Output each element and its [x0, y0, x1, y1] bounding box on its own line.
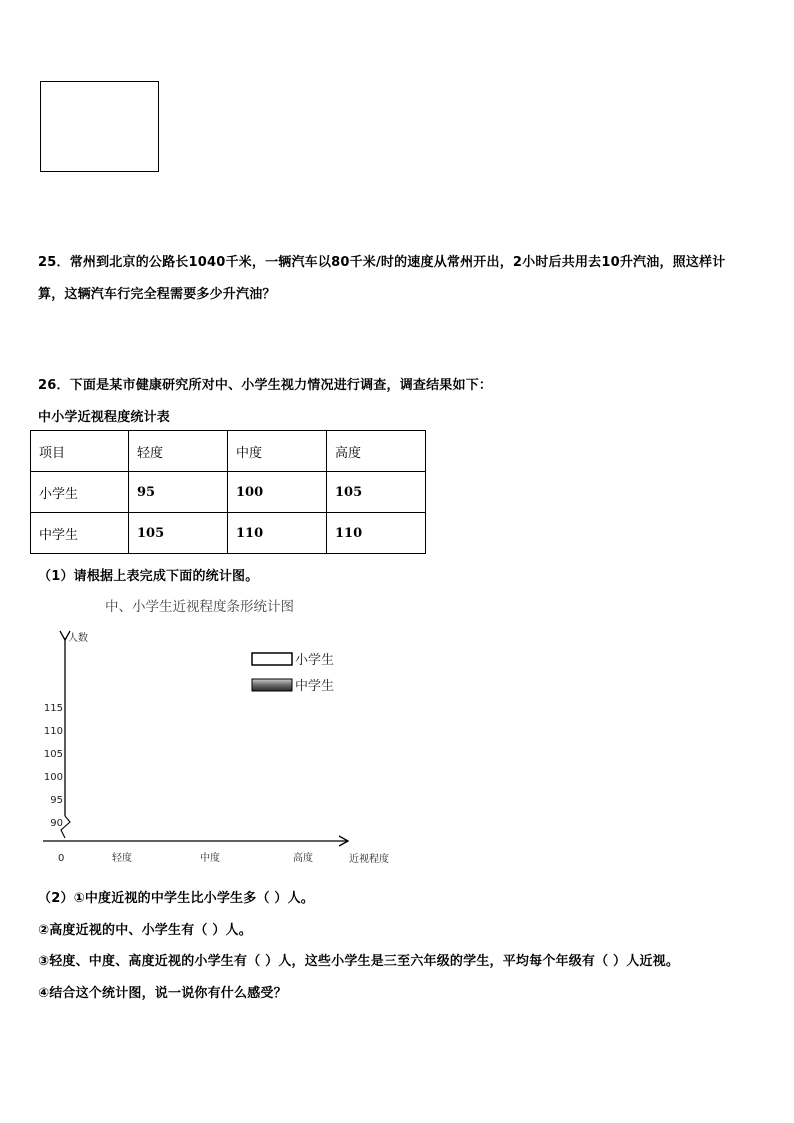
answer-box [40, 81, 159, 172]
row-label-middle: 中学生 [31, 513, 129, 554]
cell-primary-moderate: 100 [228, 472, 327, 513]
cell-middle-severe: 110 [327, 513, 426, 554]
chart-title: 中、小学生近视程度条形统计图 [105, 599, 294, 615]
q26-part1: （1）请根据上表完成下面的统计图。 [38, 569, 259, 584]
bar-chart [30, 590, 410, 875]
q25-line2: 算，这辆汽车行完全程需要多少升汽油？ [38, 287, 276, 302]
x-tick-label: 高度 [293, 853, 313, 864]
y-axis-label: 人数 [68, 633, 88, 644]
legend-swatch-primary [252, 653, 292, 665]
cell-primary-mild: 95 [129, 472, 228, 513]
q26-intro: 26．下面是某市健康研究所对中、小学生视力情况进行调查，调查结果如下： [38, 378, 493, 393]
y-tick-label: 100 [43, 772, 63, 783]
q26-part2-2: ②高度近视的中、小学生有（ ）人。 [38, 923, 252, 938]
table-title: 中小学近视程度统计表 [38, 410, 171, 425]
row-label-primary: 小学生 [31, 472, 129, 513]
table-row [31, 513, 426, 554]
q26-part2-3: ③轻度、中度、高度近视的小学生有（ ）人，这些小学生是三至六年级的学生，平均每个年级有（ ）人近视。 [38, 954, 680, 969]
table-header-row [31, 431, 426, 472]
y-tick-label: 95 [50, 795, 63, 806]
x-axis-label: 近视程度 [349, 854, 389, 865]
myopia-table [30, 430, 426, 554]
q25-line1: 25．常州到北京的公路长1040千米，一辆汽车以80千米/时的速度从常州开出，2小时后共用去10升汽油，照这样计 [38, 255, 726, 270]
legend-label-middle: 中学生 [295, 679, 335, 694]
x-tick-label: 中度 [200, 853, 220, 864]
y-tick-label: 110 [43, 726, 63, 737]
cell-middle-mild: 105 [129, 513, 228, 554]
header-cell-moderate: 中度 [228, 431, 327, 472]
table-row [31, 472, 426, 513]
header-cell-mild: 轻度 [129, 431, 228, 472]
y-tick-label: 105 [43, 749, 63, 760]
legend-swatch-middle [252, 679, 292, 691]
q26-part2-1: （2）①中度近视的中学生比小学生多（ ）人。 [38, 891, 314, 906]
header-cell-severe: 高度 [327, 431, 426, 472]
origin-label: 0 [58, 853, 65, 864]
legend-label-primary: 小学生 [295, 653, 335, 668]
y-tick-label: 115 [43, 703, 63, 714]
x-tick-label: 轻度 [112, 853, 132, 864]
y-tick-label: 90 [50, 818, 63, 829]
cell-middle-moderate: 110 [228, 513, 327, 554]
cell-primary-severe: 105 [327, 472, 426, 513]
header-cell-item: 项目 [31, 431, 129, 472]
q26-part2-4: ④结合这个统计图，说一说你有什么感受？ [38, 986, 287, 1001]
